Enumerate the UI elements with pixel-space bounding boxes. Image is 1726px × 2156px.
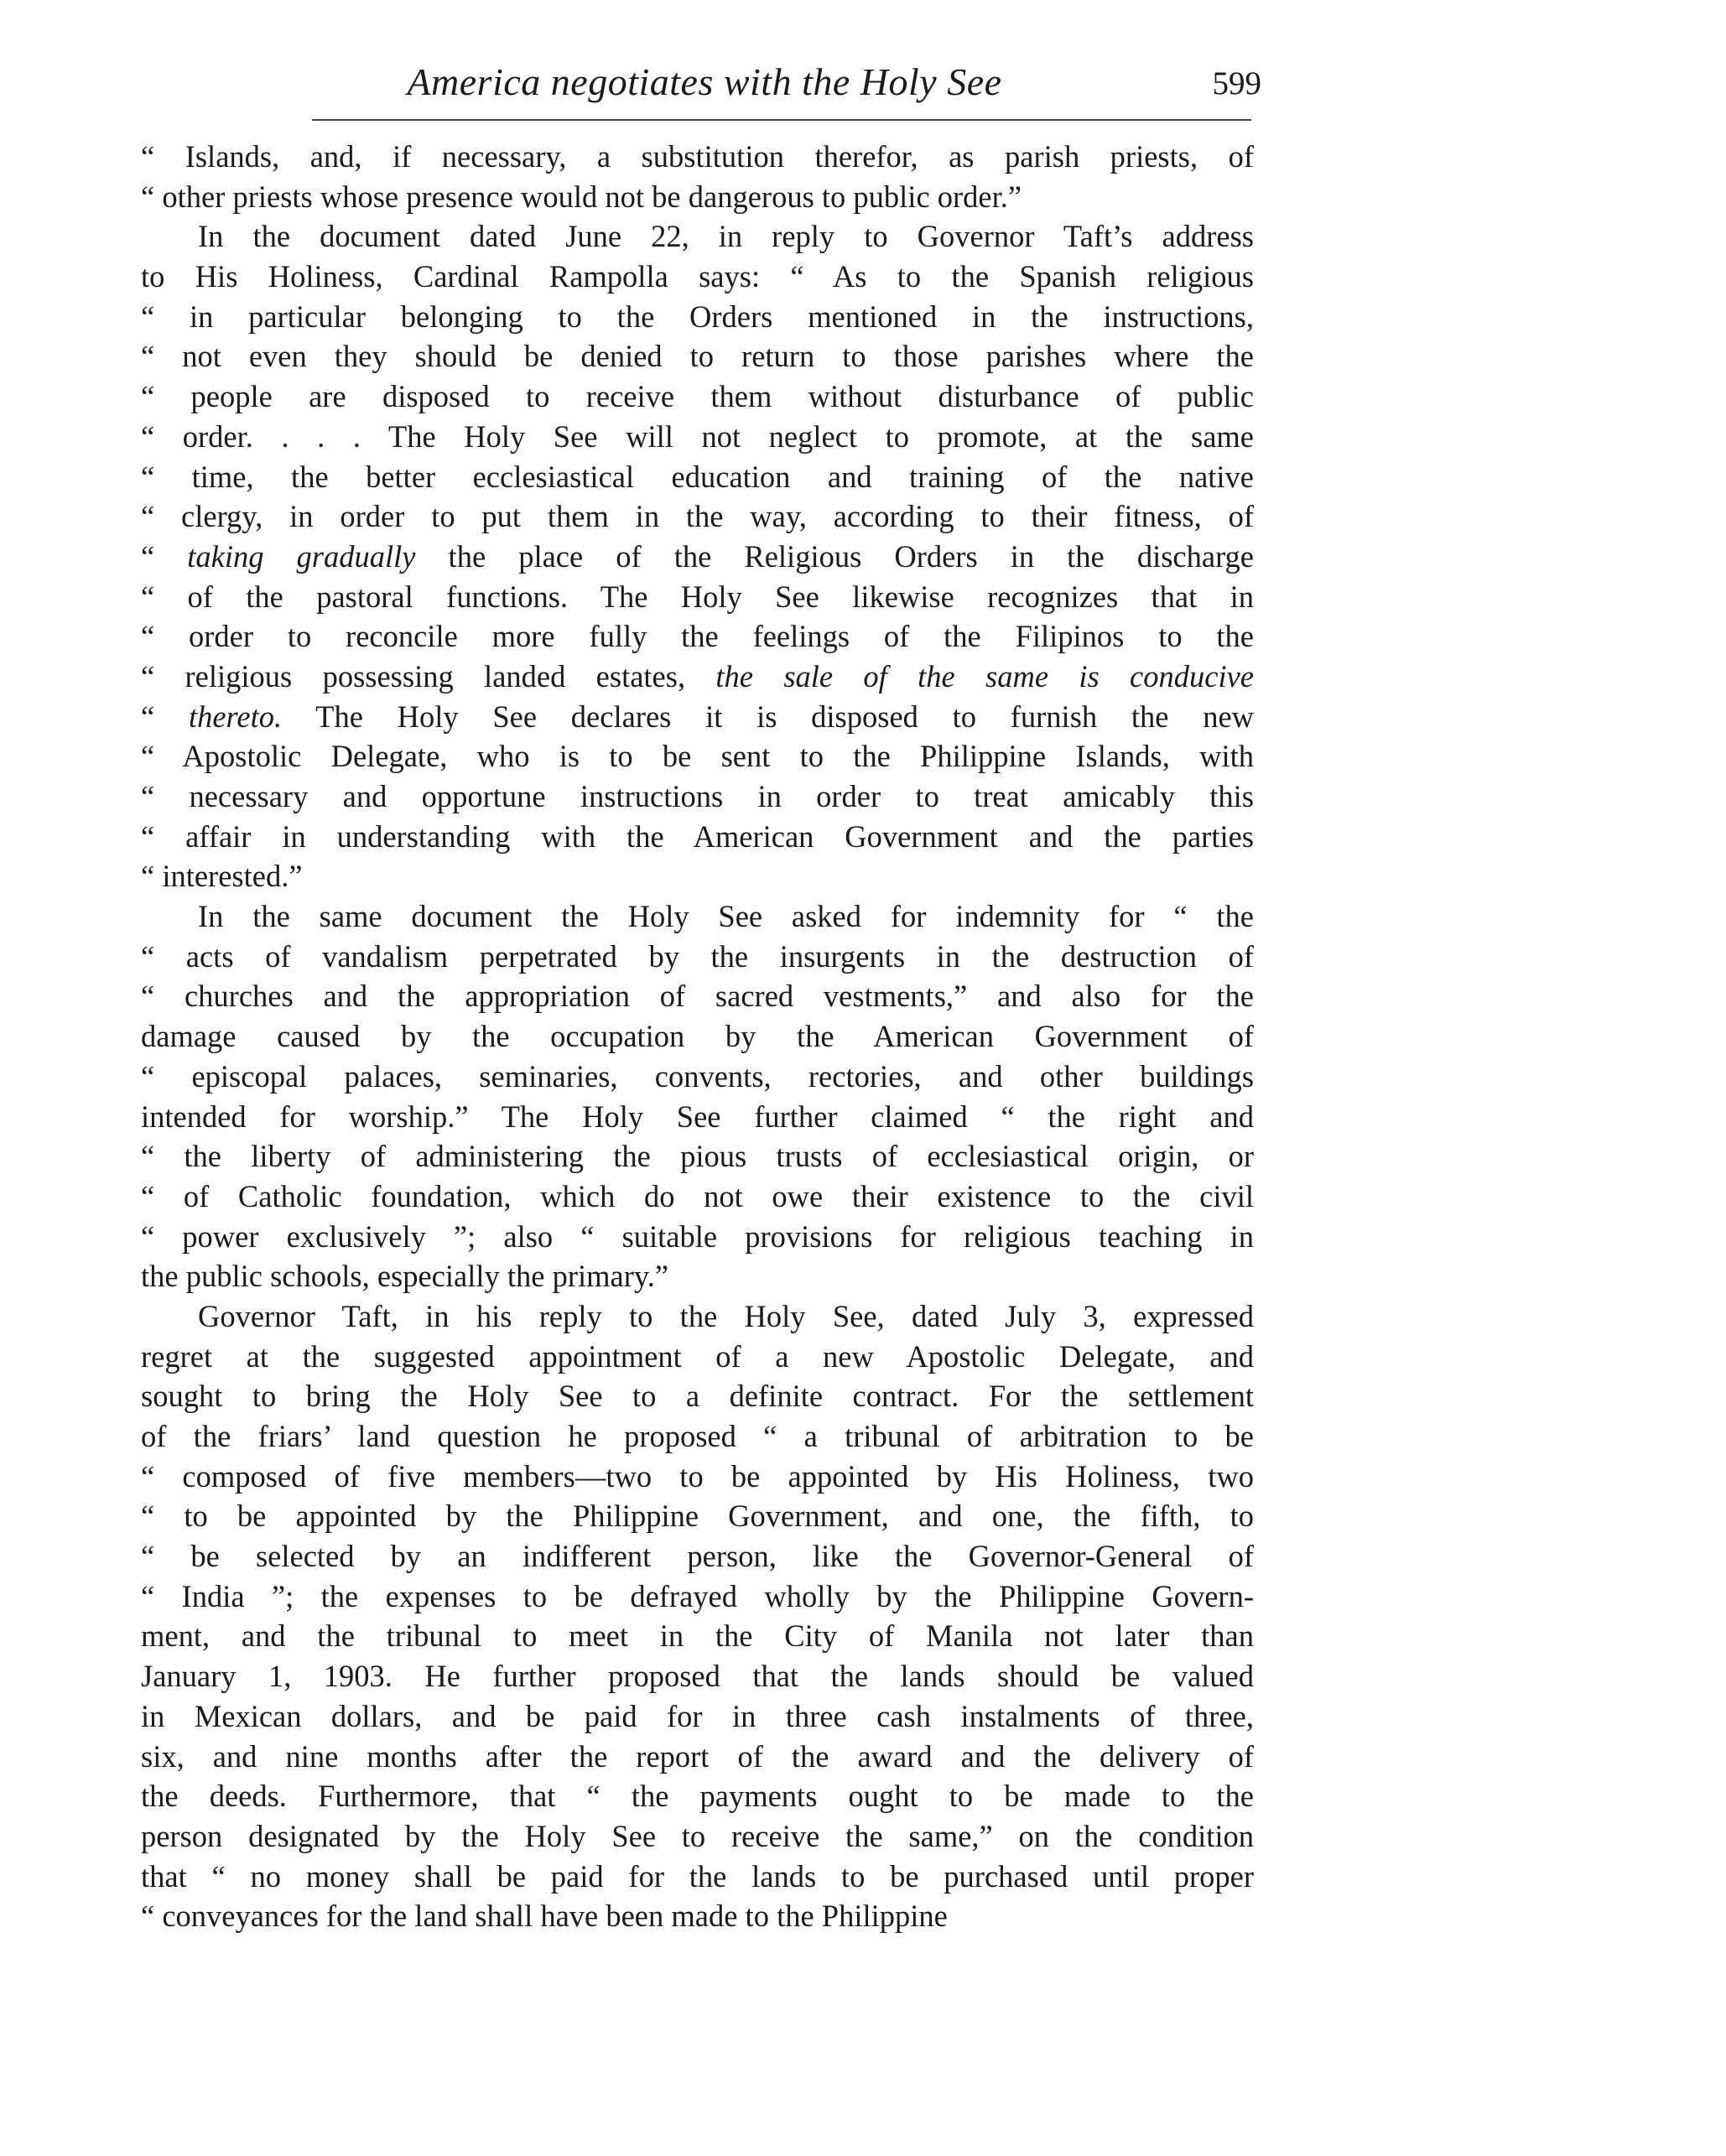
text-line: “ to be appointed by the Philippine Government, and one, the fifth, to [141,1499,1254,1534]
text-line: January 1, 1903. He further proposed that the lands should be valued [141,1659,1254,1694]
text-line: “ power exclusively ”; also “ suitable provisions for religious teaching in [141,1218,1254,1254]
text-line: “ acts of vandalism perpetrated by the insurgents in the destruction of [141,938,1254,974]
text-line: of the friars’ land question he proposed “ a tribunal of arbitration to be [141,1419,1254,1453]
text-line: In the same document the Holy See asked for indemnity for “ the [198,899,1254,934]
page-number: 599 [1212,65,1261,101]
text-line: “ not even they should be denied to return to those parishes where the [141,339,1254,374]
text-line: “ in particular belonging to the Orders mentioned in the instructions, [141,299,1254,334]
text-line: “ episcopal palaces, seminaries, convents, rectories, and other buildings [141,1058,1254,1094]
text-line: in Mexican dollars, and be paid for in three cash instalments of three, [141,1698,1254,1733]
text-line: “ thereto. The Holy See declares it is disposed to furnish the new [141,699,1254,734]
header-rule [312,119,1251,121]
text-line: “ composed of five members—two to be appointed by His Holiness, two [141,1458,1254,1494]
text-line: regret at the suggested appointment of a new Apostolic Delegate, and [141,1338,1254,1374]
text-line: “ Islands, and, if necessary, a substitution therefor, as parish priests, of [141,139,1254,174]
text-line: “ of Catholic foundation, which do not owe their existence to the civil [141,1178,1254,1213]
text-line: “ the liberty of administering the pious trusts of ecclesiastical origin, or [141,1139,1254,1174]
text-line: In the document dated June 22, in reply to Governor Taft’s address [198,219,1254,254]
text-line: “ be selected by an indifferent person, like the Governor-General of [141,1539,1254,1574]
text-line: “ affair in understanding with the American Government and the parties [141,818,1254,854]
text-line: the public schools, especially the primary.” [141,1259,669,1294]
text-line: “ churches and the appropriation of sacred vestments,” and also for the [141,979,1254,1014]
text-line: damage caused by the occupation by the American Government of [141,1019,1254,1054]
text-line: six, and nine months after the report of the award and the delivery of [141,1738,1254,1774]
text-line: to His Holiness, Cardinal Rampolla says: “ As to the Spanish religious [141,259,1254,294]
italic-phrase: thereto. [188,699,283,734]
text-line: “ of the pastoral functions. The Holy See likewise recognizes that in [141,579,1254,614]
text-line: person designated by the Holy See to receive the same,” on the condition [141,1818,1254,1853]
text-line: “ other priests whose presence would not be dangerous to public order.” [141,179,1022,214]
text-line: “ clergy, in order to put them in the way, according to their fitness, of [141,499,1254,534]
text-line: Governor Taft, in his reply to the Holy See, dated July 3, expressed [198,1298,1254,1333]
text-line: “ order. . . . The Holy See will not neglect to promote, at the same [141,418,1254,454]
text-line: sought to bring the Holy See to a definite contract. For the settlement [141,1379,1254,1414]
running-title: America negotiates with the Holy See [407,60,1002,103]
text-line: that “ no money shall be paid for the lands to be purchased until proper [141,1858,1254,1894]
text-line: “ conveyances for the land shall have been made to the Philippine [141,1899,948,1934]
text-line: the deeds. Furthermore, that “ the payments ought to be made to the [141,1779,1254,1814]
text-line: “ people are disposed to receive them without disturbance of public [141,379,1254,414]
text-line: “ religious possessing landed estates, the sale of the same is conducive [141,658,1254,694]
text-line: “ time, the better ecclesiastical education and training of the native [141,459,1254,494]
text-line: “ Apostolic Delegate, who is to be sent to the Philippine Islands, with [141,739,1254,774]
text-line: “ necessary and opportune instructions in order to treat amicably this [141,779,1254,813]
text-line: “ order to reconcile more fully the feelings of the Filipinos to the [141,619,1254,654]
text-line: “ interested.” [141,859,303,894]
text-line: “ India ”; the expenses to be defrayed wholly by the Philippine Govern- [141,1578,1254,1613]
text-line: intended for worship.” The Holy See further claimed “ the right and [141,1099,1254,1134]
text-line: ment, and the tribunal to meet in the City of Manila not later than [141,1618,1254,1654]
running-header [143,52,1266,111]
italic-phrase: taking gradually [187,538,416,574]
body-text [141,137,1254,1936]
italic-phrase: the sale of the same is conducive [715,658,1254,694]
text-line: “ taking gradually the place of the Religious Orders in the discharge [141,538,1254,574]
